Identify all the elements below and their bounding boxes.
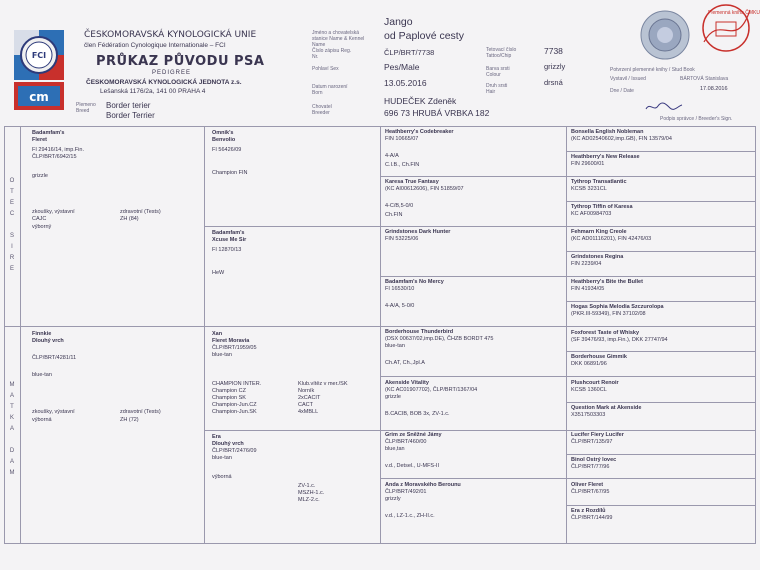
svg-text:FCI: FCI [31, 51, 47, 60]
gen4-cell-9: Foxforest Taste of Whisky (SF 39476/93, imp.Fin.), DKK 27747/94 [571, 330, 668, 343]
sire-exam-label: zkoušky, výstavní [32, 209, 75, 215]
gen3-cell-5: Borderhouse Thunderbird (DSX 00637/02,imp.DE), ČHZB BORDT 475 blue-tan Ch.AT, Ch.,Jpl.A [385, 329, 494, 366]
org-name: ČESKOMORAVSKÁ KYNOLOGICKÁ UNIE [84, 30, 257, 40]
org-member: člen Fédération Cynologique Internationale – FCI [84, 42, 226, 49]
breeder-label: Chovatel Breeder [312, 104, 332, 116]
dam-dam-cell: Era Dlouhý vrch ČLP/BRT/2476/09 blue-tan výborná [212, 434, 257, 480]
dog-reg: ČLP/BRT/7738 [384, 48, 435, 57]
gen4-cell-4: Tythrop Tiffin of Karesa KC AF00984703 [571, 204, 633, 217]
breed-cz: Border terier [106, 101, 151, 110]
coat-label: Barva srsti Colour [486, 66, 510, 78]
gen4-cell-10: Borderhouse Gimmik DKK 06891/96 [571, 354, 627, 367]
gen3-cell-7: Grim ze Sněžné Jámy ČLP/BRT/460/00 blue,tan v.d., Detsel., U-MFS-II [385, 432, 442, 469]
doc-subtitle: PEDIGREE [152, 70, 192, 76]
gen4-cell-12: Question Mark at Akenside X3517503303 [571, 405, 642, 418]
dam-cell: Finnkie Dlouhý vrch ČLP/BRT/4281/11 blue-tan [32, 331, 77, 378]
gen4-cell-16: Era z Rozdílů ČLP/BRT/144/99 [571, 508, 613, 521]
dam-health: ZH (72) [120, 417, 139, 423]
signature [644, 100, 684, 114]
publisher-address: Lešanská 1176/2a, 141 00 PRAHA 4 [100, 88, 206, 95]
cmkj-seal [640, 10, 690, 60]
name-label: Jméno a chovatelská stanice Name & Kennel Name [312, 30, 365, 48]
dog-name-2: od Paplové cesty [384, 30, 464, 42]
dam-sire-cell: Xan Fleret Moravia ČLP/BRT/1959/05 blue-tan [212, 331, 257, 358]
fci-cmku-logo [14, 30, 64, 110]
gen3-cell-3: Grindstones Dark Hunter FIN 53225/06 [385, 229, 451, 242]
issue-date: 17.08.2016 [700, 86, 728, 92]
gen4-cell-11: Plushcourt Renoir KCSB 1360CL [571, 380, 619, 393]
sire-side-label: O T E C S I R E [9, 178, 15, 272]
gen4-cell-6: Grindstones Regina FIN 2239/04 [571, 254, 624, 267]
gen4-cell-14: Binol Ostrý lovec ČLP/BRT/77/96 [571, 457, 617, 470]
date-label: Dne / Date [610, 88, 634, 94]
breeder-name: HUDEČEK Zdeněk [384, 96, 457, 106]
gen4-cell-15: Oliver Fleret ČLP/BRT/67/95 [571, 482, 610, 495]
sire-health: ZH (84) [120, 216, 139, 222]
gen3-cell-8: Anda z Moravského Berounu ČLP/BRT/492/01 grizzly v.d., LZ-1.c., ZH-II.c. [385, 482, 461, 519]
issued-by-label: Vystavil / Issued [610, 76, 646, 82]
dog-name-1: Jango [384, 16, 413, 28]
dam-exam-label: zkoušky, výstavní [32, 409, 75, 415]
gen3-cell-2: Karesa True Fantasy (KC AI00612606), FIN 51859/07 4-C/B,5-0/0 Ch.FIN [385, 179, 464, 218]
breed-en: Border Terrier [106, 111, 155, 120]
sign-label: Podpis správce / Breeder's Sign. [660, 116, 733, 122]
dog-sex: Pes/Male [384, 62, 420, 72]
gen4-cell-3: Tythrop Transatlantic KCSB 3231CL [571, 179, 627, 192]
dam-sire-titles-left: CHAMPION INTER. Champion CZ Champion SK Champion-Jun.CZ Champion-Jun.SK [212, 381, 262, 415]
dam-grade: výborná [32, 417, 52, 423]
dog-hair: drsná [544, 78, 563, 87]
issue-label: Potvrzení plemenné knihy / Stud Book [610, 67, 695, 73]
sire-sire-cell: Omnik's Benvolio FI 56426/09 Champion FIN [212, 130, 248, 176]
dam-health-label: zdravotní (Tests) [120, 409, 161, 415]
dog-coat: grizzly [544, 62, 566, 71]
stud-book-stamp-text: Plemenná kniha ČMKU [708, 10, 760, 16]
gen4-cell-1: Bonsella English Nobleman (KC AD02540602,imp.GB), FIN 13579/04 [571, 129, 672, 142]
dog-dob: 13.05.2016 [384, 78, 427, 88]
gen4-cell-13: Lucifer Fiery Lucifer ČLP/BRT/135/97 [571, 432, 624, 445]
dam-side-label: M A T K A D A M [9, 382, 15, 476]
dob-label: Datum narození Born [312, 84, 348, 96]
sire-grade: výborný [32, 224, 52, 230]
sire-cell: Badamfam's Fleret FI 29416/14, imp.Fin. ČLP/BRT/6942/15 grizzle [32, 130, 84, 179]
gen4-cell-5: Fehmarn King Creole (KC AD01116201), FIN 42476/03 [571, 229, 652, 242]
breeder-address: 696 73 HRUBÁ VRBKA 182 [384, 108, 490, 118]
breed-label: Plemeno Breed [76, 102, 96, 114]
gen4-cell-8: Hogas Sophia Melodia Szczurolopa (PKR.III-59349), FIN 37102/08 [571, 304, 664, 317]
reg-label: Číslo zápisu Reg. Nr. [312, 48, 352, 60]
svg-text:cm: cm [29, 90, 49, 104]
dog-chip: 7738 [544, 46, 563, 56]
dam-dam-titles: ZV-1.c. MSZH-1.c. MLZ-2.c. [298, 483, 325, 503]
issued-by: BÁRTOVÁ Stanislava [680, 76, 729, 82]
doc-title: PRŮKAZ PŮVODU PSA [96, 54, 265, 69]
gen3-cell-4: Badamfam's No Mercy FI 16530/10 4-A/A, 5-0/0 [385, 279, 444, 309]
sire-dam-cell: Badamfam's Xcuse Me Sir FI 12870/13 HeW [212, 230, 247, 276]
hair-label: Druh srsti Hair [486, 83, 508, 95]
publisher: ČESKOMORAVSKÁ KYNOLOGICKÁ JEDNOTA z.s. [86, 79, 242, 86]
gen4-cell-2: Heathberry's New Release FIN 29600/01 [571, 154, 640, 167]
gen4-cell-7: Heathberry's Bite the Bullet FIN 41934/05 [571, 279, 643, 292]
gen3-cell-6: Akenside Vitality (KC AC01907702), ČLP/BRT/1367/04 grizzle B.CACIB, BOB 3x, ZV-1.c. [385, 380, 478, 417]
sire-health-label: zdravotní (Tests) [120, 209, 161, 215]
sex-label: Pohlaví Sex [312, 66, 339, 72]
dam-sire-titles-right: Klub.vítěz v mer./SK Norník 2xCACIT CACT 4xMBLL [298, 381, 348, 415]
sire-exam: CAJC [32, 216, 47, 222]
chip-label: Tetovací číslo Tattoo/Chip [486, 47, 517, 59]
gen3-cell-1: Heathberry's Codebreaker FIN 10665/07 4-A/A C.I.B., Ch.FIN [385, 129, 454, 168]
